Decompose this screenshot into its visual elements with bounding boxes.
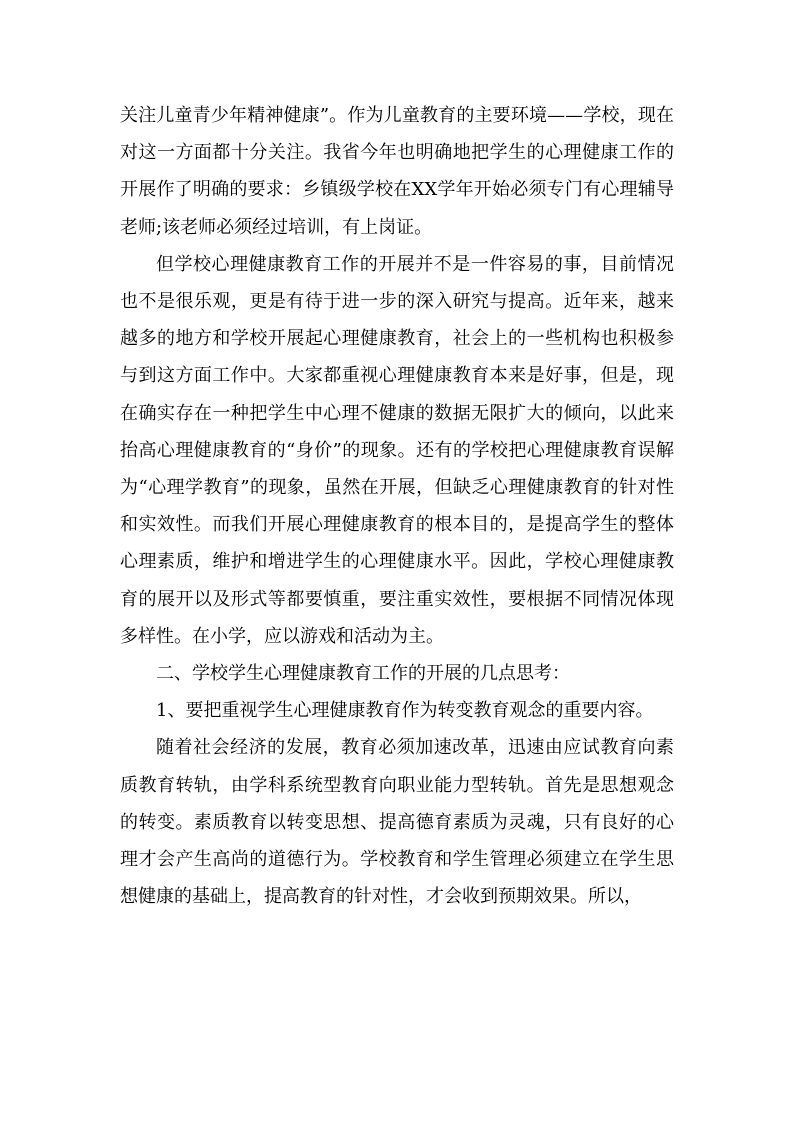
section-heading-thoughts: 二、学校学生心理健康教育工作的开展的几点思考：: [156, 663, 570, 685]
point-1-heading: 1、要把重视学生心理健康教育作为转变教育观念的重要内容。: [156, 700, 654, 722]
paragraph-mental-health-context: 关注儿童青少年精神健康”。作为儿童教育的主要环境——学校，现在对这一方面都十分关注。我省今年也明确地把学生的心理健康工作的开展作了明确的要求：乡镇级学校在XX学年开始必须专门有心理辅导老师;该老师必须经过培训，有上岗证。: [120, 105, 674, 238]
paragraph-current-situation: 但学校心理健康教育工作的开展并不是一件容易的事，目前情况也不是很乐观，更是有待于进一步的深入研究与提高。近年来，越来越多的地方和学校开展起心理健康教育，社会上的一些机构也积极参与到这方面工作中。大家都重视心理健康教育本来是好事，但是，现在确实存在一种把学生中心理不健康的数据无限扩大的倾向，以此来抬高心理健康教育的“身价”的现象。还有的学校把心理健康教育误解为“心理学教育”的现象，虽然在开展，但缺乏心理健康教育的针对性和实效性。而我们开展心理健康教育的根本目的，是提高学生的整体心理素质，维护和增进学生的心理健康水平。因此，学校心理健康教育的展开以及形式等都要慎重，要注重实效性，要根据不同情况体现多样性。在小学，应以游戏和活动为主。: [120, 253, 674, 647]
paragraph-education-reform: 随着社会经济的发展，教育必须加速改革，迅速由应试教育向素质教育转轨，由学科系统型教育向职业能力型转轨。首先是思想观念的转变。素质教育以转变思想、提高德育素质为灵魂，只有良好的心理才会产生高尚的道德行为。学校教育和学生管理必须建立在学生思想健康的基础上，提高教育的针对性，才会收到预期效果。所以，: [120, 737, 674, 908]
document-body: [120, 97, 674, 915]
